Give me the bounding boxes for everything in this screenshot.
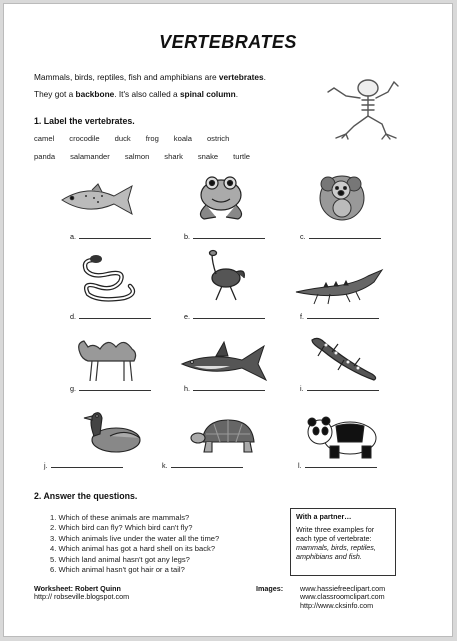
turtle-icon (182, 408, 272, 462)
images-label-text: Images: (256, 584, 284, 593)
images-urls (300, 585, 385, 610)
intro-text: . (235, 89, 239, 99)
word-bank-item: shark (164, 152, 183, 161)
question-list (50, 513, 219, 575)
answer-blank-j[interactable] (44, 461, 123, 470)
intro-text: . It's also called a (114, 89, 180, 99)
partner-line: Write three examples for (296, 525, 375, 534)
word-bank-item: koala (173, 134, 192, 143)
intro-line-2 (34, 89, 238, 99)
worksheet-page (3, 3, 453, 637)
partner-heading: With a partner… (296, 512, 352, 521)
worksheet-credit: Worksheet: Robert Quinn (34, 584, 121, 593)
snake-icon (68, 250, 158, 304)
item-letter: j. (44, 461, 48, 470)
salmon-icon (52, 172, 142, 226)
word-bank-item: salamander (70, 152, 110, 161)
intro-bold: backbone (75, 89, 115, 99)
intro-bold: spinal column (179, 89, 236, 99)
answer-blank-i[interactable] (300, 384, 379, 393)
item-letter: f. (300, 312, 304, 321)
answer-blank-l[interactable] (298, 461, 377, 470)
item-letter: g. (70, 384, 76, 393)
images-label (256, 585, 283, 593)
worksheet-url[interactable]: http:// robseville.blogspot.com (34, 592, 130, 602)
word-bank-item: frog (145, 134, 159, 143)
partner-line: amphibians and fish. (296, 552, 362, 561)
partner-line: mammals, birds, reptiles, (296, 543, 376, 552)
item-letter: e. (184, 312, 190, 321)
ostrich-icon (182, 248, 272, 302)
word-bank-item: camel (34, 134, 55, 143)
image-source-url[interactable]: http://www.cksinfo.com (300, 600, 374, 610)
section1-heading: 1. Label the vertebrates. (34, 116, 135, 126)
answer-blank-g[interactable] (70, 384, 151, 393)
crocodile-icon (294, 262, 384, 316)
panda-icon (300, 408, 390, 462)
question-item: 5. Which land animal hasn't got any legs? (50, 554, 190, 564)
answer-blank-a[interactable] (70, 232, 151, 241)
koala-icon (298, 170, 388, 224)
answer-blank-h[interactable] (184, 384, 265, 393)
word-bank-item: ostrich (206, 134, 230, 143)
item-letter: i. (300, 384, 304, 393)
intro-text: . (263, 72, 266, 82)
page-title: VERTEBRATES (159, 32, 297, 52)
item-letter: l. (298, 461, 302, 470)
image-source-url[interactable]: www.classroomclipart.com (300, 592, 385, 602)
partner-box (290, 508, 396, 576)
frog-icon (176, 169, 266, 223)
image-source-url[interactable]: www.hassiefreeclipart.com (300, 584, 386, 593)
intro-text: Mammals, birds, reptiles, fish and amphibians are (34, 72, 219, 82)
shark-icon (180, 334, 270, 388)
question-item: 6. Which animal hasn't got hair or a tail? (50, 565, 185, 575)
item-letter: b. (184, 232, 190, 241)
section2-heading: 2. Answer the questions. (34, 491, 138, 501)
word-bank-item: snake (197, 152, 219, 161)
word-bank-item: crocodile (69, 134, 100, 143)
answer-blank-d[interactable] (70, 312, 151, 321)
item-letter: a. (70, 232, 76, 241)
camel-icon (66, 331, 156, 385)
answer-blank-c[interactable] (300, 232, 381, 241)
partner-line: each type of vertebrate: (296, 534, 372, 543)
question-item: 1. Which of these animals are mammals? (50, 513, 190, 522)
question-item: 3. Which animals live under the water all the time? (50, 533, 220, 543)
answer-blank-e[interactable] (184, 312, 265, 321)
answer-blank-b[interactable] (184, 232, 265, 241)
answer-blank-k[interactable] (162, 461, 243, 470)
word-bank-item: panda (34, 152, 56, 161)
word-bank-item: turtle (233, 152, 251, 161)
intro-bold: vertebrates (218, 72, 264, 82)
intro-line-1 (34, 72, 266, 82)
frog-skeleton-icon (324, 68, 402, 140)
salamander-icon (296, 330, 386, 384)
answer-blank-f[interactable] (300, 312, 379, 321)
item-letter: h. (184, 384, 190, 393)
item-letter: c. (300, 232, 306, 241)
word-bank-item: duck (114, 134, 131, 143)
word-bank-item: salmon (124, 152, 150, 161)
word-bank-row-1 (34, 134, 244, 143)
duck-icon (70, 406, 160, 460)
footer-credits (34, 585, 129, 602)
question-item: 2. Which bird can fly? Which bird can't fly? (50, 523, 193, 533)
word-bank-row-2 (34, 152, 265, 161)
item-letter: k. (162, 461, 168, 470)
intro-text: They got a (34, 89, 76, 99)
question-item: 4. Which animal has got a hard shell on its back? (50, 544, 216, 554)
item-letter: d. (70, 312, 76, 321)
